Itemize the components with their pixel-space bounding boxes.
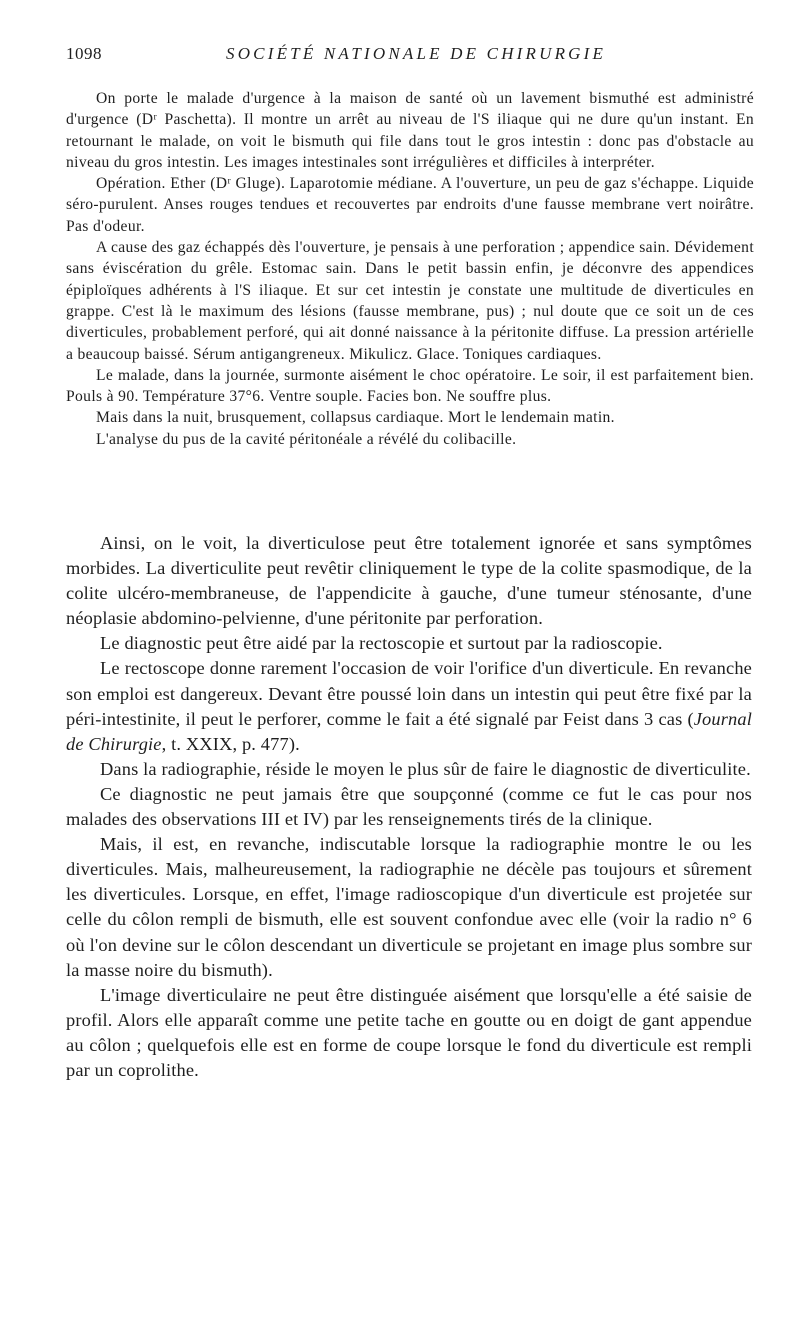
page-number: 1098 xyxy=(66,44,102,63)
case-observation-section xyxy=(66,88,754,450)
observation-paragraph: On porte le malade d'urgence à la maison de santé où un lavement bismuthé est administré d'urgence (Dʳ Paschetta). Il montre un arrêt au niveau de l'S iliaque qui ne dure qu'un instant. En retournant le malade, on voit le bismuth qui file dans tout le gros intestin : donc pas d'obstacle au niveau du gros intestin. Les images intestinales sont irrégulières et difficiles à interpréter. xyxy=(66,90,754,171)
discussion-paragraph: Mais, il est, en revanche, indiscutable lorsque la radiographie montre le ou les diverticules. Mais, malheureusement, la radiographie ne décèle pas toujours et sûrement les diverticules. Lorsque, en effet, l'image radioscopique d'un diverticule est projetée sur celle du côlon rempli de bismuth, elle est souvent confondue avec elle (voir la radio n° 6 où l'on devine sur le côlon descendant un diverticule se projetant en image plus sombre sur la masse noire du bismuth). xyxy=(66,834,752,980)
citation-text-before: Le rectoscope donne rarement l'occasion de voir l'orifice d'un diverticule. En revanche son emploi est dangereux. Devant être poussé loin dans un intestin qui peut être fixé par la péri-intestinite, il peut le perforer, comme le fait a été signalé par Feist dans 3 cas ( xyxy=(66,658,752,729)
running-title: SOCIÉTÉ NATIONALE DE CHIRURGIE xyxy=(226,44,607,63)
observation-paragraph: Mais dans la nuit, brusquement, collapsus cardiaque. Mort le lendemain matin. xyxy=(96,409,615,427)
journal-title: Journal de Chirurgie xyxy=(66,708,752,754)
observation-paragraph: Le malade, dans la journée, surmonte aisément le choc opératoire. Le soir, il est parfaitement bien. Pouls à 90. Température 37°6. Ventre souple. Facies bon. Ne souffre plus. xyxy=(66,366,754,406)
discussion-section xyxy=(66,531,752,1083)
discussion-paragraph: Ce diagnostic ne peut jamais être que soupçonné (comme ce fut le cas pour nos malades des observations III et IV) par les renseignements tirés de la clinique. xyxy=(66,783,752,830)
observation-paragraph: A cause des gaz échappés dès l'ouverture, je pensais à une perforation ; appendice sain. Dévidement sans éviscération du grêle. Estomac sain. Dans le petit bassin enfin, je déconvre des appendices épiploïques adhérents à l'S iliaque. Et sur cet intestin je constate une multitude de diverticules en grappe. C'est là le maximum des lésions (fausse membrane, pus) ; nul doute que ce soit un de ces diverticules, probablement perforé, qui ait donné naissance à la péritonite diffuse. La pression artérielle a beaucoup baissé. Sérum antigangreneux. Mikulicz. Glace. Toniques cardiaques. xyxy=(66,239,754,363)
discussion-paragraph: Dans la radiographie, réside le moyen le plus sûr de faire le diagnostic de diverticulite. xyxy=(100,758,751,779)
discussion-paragraph: Le diagnostic peut être aidé par la rectoscopie et surtout par la radioscopie. xyxy=(100,633,663,654)
running-header xyxy=(66,44,756,66)
observation-paragraph: L'analyse du pus de la cavité péritonéale a révélé du colibacille. xyxy=(96,430,517,448)
discussion-paragraph: L'image diverticulaire ne peut être distinguée aisément que lorsqu'elle a été saisie de profil. Alors elle apparaît comme une petite tache en goutte ou en doigt de gant appendue au côlon ; quelquefois elle est en forme de coupe lorsque le fond du diverticule est rempli par un coprolithe. xyxy=(66,984,752,1080)
citation-text-after: , t. XXIX, p. 477). xyxy=(161,733,300,754)
discussion-paragraph: Ainsi, on le voit, la diverticulose peut être totalement ignorée et sans symptômes morbides. La diverticulite peut revêtir cliniquement le type de la colite spasmodique, de la colite ulcéro-membraneuse, de l'appendicite à gauche, d'une tumeur sténosante, d'une néoplasie abdomino-pelvienne, d'une péritonite par perforation. xyxy=(66,533,752,629)
discussion-paragraph-with-citation xyxy=(66,656,752,756)
observation-paragraph: Opération. Ether (Dʳ Gluge). Laparotomie médiane. A l'ouverture, un peu de gaz s'échappe. Liquide séro-purulent. Anses rouges tendues et recouvertes par endroits d'une fausse membrane vert noirâtre. Pas d'odeur. xyxy=(66,175,754,235)
